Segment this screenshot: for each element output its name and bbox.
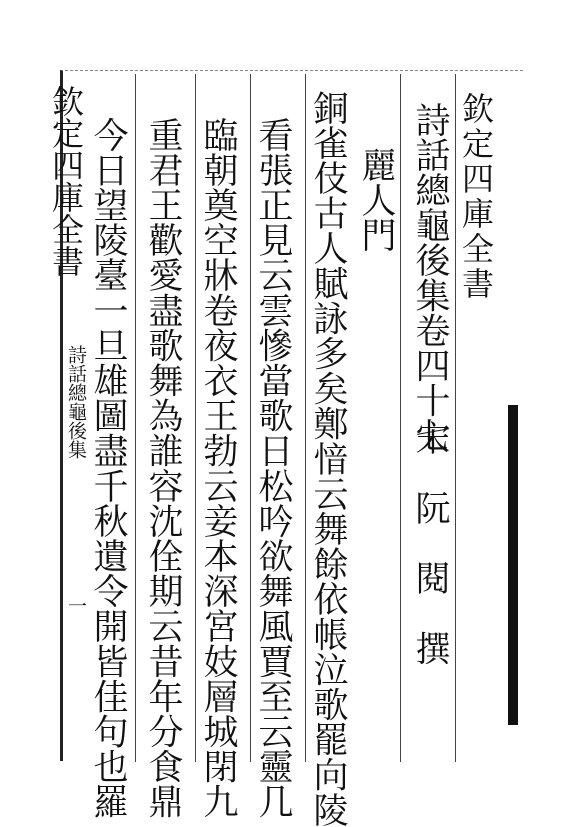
- text-column: 重君王歡愛盡歌舞為誰容沈佺期云昔年分食鼎: [143, 117, 183, 819]
- column-rule: [135, 74, 136, 762]
- column-rule: [250, 74, 251, 762]
- text-column: 看張正見云雲慘當歌日松吟欲舞風賈至云靈几: [253, 117, 293, 819]
- margin-page-number: 一: [65, 596, 87, 615]
- margin-short-title: 詩話總龜後集: [65, 345, 87, 459]
- column-rule: [400, 74, 401, 762]
- column-rule: [455, 74, 456, 762]
- author-line: 宋 阮 閱 撰: [410, 420, 450, 666]
- column-rule: [305, 74, 306, 762]
- section-heading: 麗人門: [356, 147, 396, 253]
- volume-title: 詩話總龜後集卷四十七: [410, 102, 450, 453]
- page-header: 欽定四庫全書: [457, 92, 495, 302]
- margin-book-title: 欽定四庫全書: [47, 85, 85, 277]
- text-column: 銅雀伎古人賦詠多矣鄭愔云舞餘依帳泣歌罷向陵: [308, 90, 348, 827]
- text-column: 臨朝奠空牀卷夜衣王勃云妾本深宮妓層城閉九: [198, 117, 238, 819]
- column-rule: [195, 74, 196, 762]
- border-bar: [508, 405, 518, 725]
- text-column: 今日望陵臺一旦雄圖盡千秋遺令開皆佳句也羅: [88, 117, 128, 819]
